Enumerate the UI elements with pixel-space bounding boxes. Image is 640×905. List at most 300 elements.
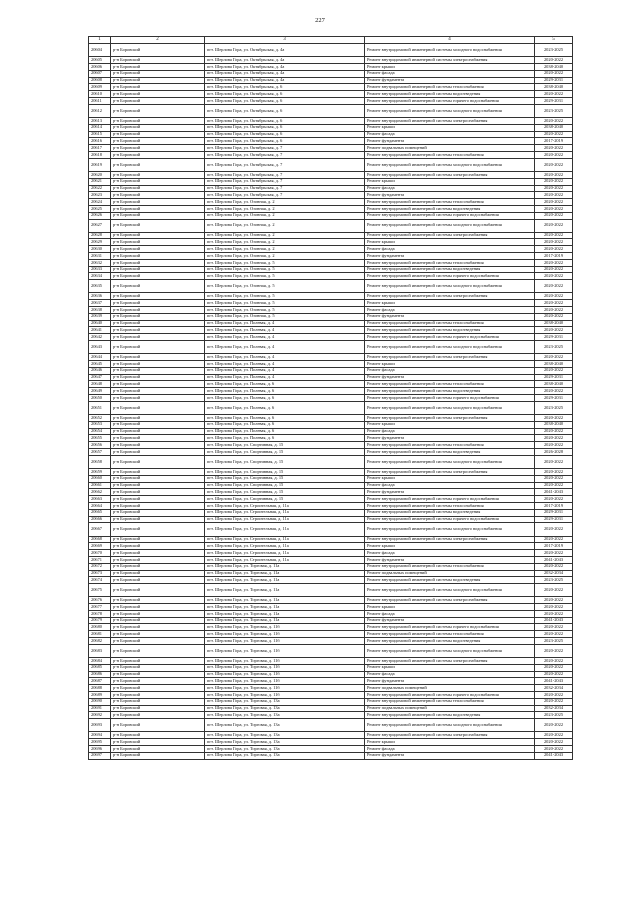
district-cell: р-н Боровский [111,70,205,77]
row-number-cell: 20642 [89,334,111,341]
work-type-cell: Ремонт фасада [365,367,535,374]
address-cell: пгт. Шерлова Гора, ул. Торговая, д. 11а [205,604,365,611]
address-cell: пгт. Шерлова Гора, ул. Октябрьская, д. 7 [205,151,365,158]
period-cell: 2020-2022 [535,739,573,746]
row-number-cell: 20623 [89,192,111,199]
address-cell: пгт. Шерлова Гора, ул. Строительная, д. 11а [205,556,365,563]
work-type-cell: Ремонт внутридомовой инженерной системы холодного водоснабжения [365,584,535,597]
period-cell: 2038-2040 [535,361,573,368]
district-cell: р-н Боровский [111,77,205,84]
address-cell: пгт. Шерлова Гора, ул. Октябрьская, д. 7 [205,145,365,152]
period-cell: 2020-2022 [535,280,573,293]
district-cell: р-н Боровский [111,246,205,253]
address-cell: пгт. Шерлова Гора, ул. Торговая, д. 11а [205,563,365,570]
period-cell: 2020-2022 [535,604,573,611]
period-cell: 2020-2022 [535,732,573,739]
period-cell: 2020-2022 [535,219,573,232]
district-cell: р-н Боровский [111,732,205,739]
district-cell: р-н Боровский [111,746,205,753]
district-cell: р-н Боровский [111,63,205,70]
address-cell: пгт. Шерлова Гора, ул. Спортивная, д. 15 [205,475,365,482]
row-number-cell: 20652 [89,414,111,421]
work-type-cell: Ремонт внутридомовой инженерной системы электроснабжения [365,354,535,361]
address-cell: пгт. Шерлова Гора, ул. Октябрьская, д. 4а [205,63,365,70]
row-number-cell: 20625 [89,205,111,212]
district-cell: р-н Боровский [111,253,205,260]
table-row [89,610,573,617]
row-number-cell: 20676 [89,597,111,604]
district-cell: р-н Боровский [111,361,205,368]
district-cell: р-н Боровский [111,259,205,266]
row-number-cell: 20658 [89,455,111,468]
table-row [89,563,573,570]
address-cell: пгт. Шерлова Гора, ул. Озонная, д. 2 [205,219,365,232]
table-row [89,523,573,536]
address-cell: пгт. Шерлова Гора, ул. Торговая, д. 13а [205,746,365,753]
work-type-cell: Ремонт фасада [365,610,535,617]
period-cell: 2032-2034 [535,685,573,692]
row-number-cell: 20638 [89,307,111,314]
row-number-cell: 20696 [89,746,111,753]
address-cell: пгт. Шерлова Гора, ул. Строительная, д. 11а [205,516,365,523]
address-cell: пгт. Шерлова Гора, ул. Спортивная, д. 15 [205,442,365,449]
table-row [89,401,573,414]
row-number-cell: 20685 [89,664,111,671]
row-number-cell: 20645 [89,361,111,368]
period-cell: 2020-2022 [535,550,573,557]
district-cell: р-н Боровский [111,334,205,341]
period-cell: 2038-2040 [535,63,573,70]
district-cell: р-н Боровский [111,543,205,550]
work-type-cell: Ремонт внутридомовой инженерной системы электроснабжения [365,117,535,124]
work-type-cell: Ремонт фундамента [365,374,535,381]
period-cell: 2038-2040 [535,421,573,428]
work-type-cell: Ремонт внутридомовой инженерной системы водоотведения [365,327,535,334]
table-row [89,739,573,746]
district-cell: р-н Боровский [111,232,205,239]
address-cell: пгт. Шерлова Гора, ул. Полевая, д. 4 [205,334,365,341]
work-type-cell: Ремонт внутридомовой инженерной системы холодного водоснабжения [365,158,535,171]
period-cell: 2026-2028 [535,448,573,455]
period-cell: 2020-2022 [535,57,573,64]
row-number-cell: 20683 [89,644,111,657]
address-cell: пгт. Шерлова Гора, ул. Октябрьская, д. 7 [205,178,365,185]
period-cell: 2020-2022 [535,171,573,178]
period-cell: 2029-2031 [535,516,573,523]
table-row [89,44,573,57]
table-row [89,266,573,273]
address-cell: пгт. Шерлова Гора, ул. Озонная, д. 5 [205,259,365,266]
row-number-cell: 20626 [89,212,111,219]
district-cell: р-н Боровский [111,131,205,138]
table-row [89,307,573,314]
work-type-cell: Ремонт внутридомовой инженерной системы холодного водоснабжения [365,455,535,468]
row-number-cell: 20610 [89,91,111,98]
period-cell: 2020-2022 [535,70,573,77]
table-row [89,91,573,98]
work-type-cell: Ремонт подвальных помещений [365,685,535,692]
work-type-cell: Ремонт фасада [365,185,535,192]
row-number-cell: 20656 [89,442,111,449]
work-type-cell: Ремонт фундамента [365,617,535,624]
period-cell: 2020-2022 [535,468,573,475]
address-cell: пгт. Шерлова Гора, ул. Полевая, д. 4 [205,374,365,381]
district-cell: р-н Боровский [111,705,205,712]
row-number-cell: 20635 [89,280,111,293]
district-cell: р-н Боровский [111,44,205,57]
work-type-cell: Ремонт внутридомовой инженерной системы горячего водоснабжения [365,692,535,699]
address-cell: пгт. Шерлова Гора, ул. Спортивная, д. 15 [205,468,365,475]
address-cell: пгт. Шерлова Гора, ул. Торговая, д. 11б [205,638,365,645]
work-type-cell: Ремонт внутридомовой инженерной системы горячего водоснабжения [365,516,535,523]
table-row [89,644,573,657]
table-row [89,617,573,624]
row-number-cell: 20670 [89,550,111,557]
row-number-cell: 20612 [89,104,111,117]
row-number-cell: 20636 [89,293,111,300]
work-type-cell: Ремонт фундамента [365,489,535,496]
table-header-row [89,37,573,44]
work-type-cell: Ремонт крыши [365,421,535,428]
row-number-cell: 20684 [89,658,111,665]
district-cell: р-н Боровский [111,185,205,192]
work-type-cell: Ремонт внутридомовой инженерной системы теплоснабжения [365,259,535,266]
district-cell: р-н Боровский [111,212,205,219]
address-cell: пгт. Шерлова Гора, ул. Октябрьская, д. 6 [205,91,365,98]
row-number-cell: 20649 [89,388,111,395]
table-row [89,732,573,739]
period-cell: 2020-2022 [535,719,573,732]
address-cell: пгт. Шерлова Гора, ул. Спортивная, д. 15 [205,489,365,496]
district-cell: р-н Боровский [111,266,205,273]
table-row [89,448,573,455]
row-number-cell: 20624 [89,199,111,206]
table-row [89,131,573,138]
row-number-cell: 20665 [89,509,111,516]
district-cell: р-н Боровский [111,658,205,665]
row-number-cell: 20631 [89,253,111,260]
period-cell: 2017-2019 [535,502,573,509]
row-number-cell: 20678 [89,610,111,617]
address-cell: пгт. Шерлова Гора, ул. Полевая, д. 4 [205,354,365,361]
district-cell: р-н Боровский [111,192,205,199]
period-cell: 2020-2022 [535,664,573,671]
address-cell: пгт. Шерлова Гора, ул. Полевая, д. 6 [205,435,365,442]
period-cell: 2038-2040 [535,320,573,327]
work-type-cell: Ремонт крыши [365,604,535,611]
work-type-cell: Ремонт фундамента [365,253,535,260]
work-type-cell: Ремонт фундамента [365,77,535,84]
row-number-cell: 20659 [89,468,111,475]
table-row [89,678,573,685]
row-number-cell: 20682 [89,638,111,645]
row-number-cell: 20668 [89,536,111,543]
address-cell: пгт. Шерлова Гора, ул. Озонная, д. 2 [205,239,365,246]
work-type-cell: Ремонт подвальных помещений [365,570,535,577]
address-cell: пгт. Шерлова Гора, ул. Полевая, д. 6 [205,421,365,428]
table-row [89,414,573,421]
work-type-cell: Ремонт внутридомовой инженерной системы электроснабжения [365,293,535,300]
address-cell: пгт. Шерлова Гора, ул. Строительная, д. 11а [205,509,365,516]
work-type-cell: Ремонт внутридомовой инженерной системы водоотведения [365,448,535,455]
address-cell: пгт. Шерлова Гора, ул. Полевая, д. 6 [205,414,365,421]
table-row [89,300,573,307]
address-cell: пгт. Шерлова Гора, ул. Октябрьская, д. 7 [205,158,365,171]
district-cell: р-н Боровский [111,509,205,516]
table-row [89,178,573,185]
column-header: 3 [205,37,365,44]
period-cell: 2020-2022 [535,442,573,449]
row-number-cell: 20639 [89,313,111,320]
table-row [89,158,573,171]
table-row [89,698,573,705]
table-row [89,354,573,361]
address-cell: пгт. Шерлова Гора, ул. Строительная, д. 11а [205,523,365,536]
period-cell: 2020-2022 [535,192,573,199]
period-cell: 2020-2022 [535,496,573,503]
work-type-cell: Ремонт крыши [365,664,535,671]
row-number-cell: 20672 [89,563,111,570]
table-row [89,435,573,442]
row-number-cell: 20630 [89,246,111,253]
table-row [89,671,573,678]
district-cell: р-н Боровский [111,570,205,577]
row-number-cell: 20629 [89,239,111,246]
column-header: 2 [111,37,205,44]
district-cell: р-н Боровский [111,489,205,496]
work-type-cell: Ремонт фундамента [365,678,535,685]
address-cell: пгт. Шерлова Гора, ул. Торговая, д. 11б [205,624,365,631]
table-row [89,192,573,199]
period-cell: 2020-2022 [535,354,573,361]
work-type-cell: Ремонт крыши [365,361,535,368]
table-row [89,705,573,712]
district-cell: р-н Боровский [111,145,205,152]
table-row [89,604,573,611]
period-cell: 2020-2022 [535,658,573,665]
period-cell: 2020-2022 [535,300,573,307]
work-type-cell: Ремонт внутридомовой инженерной системы холодного водоснабжения [365,104,535,117]
period-cell: 2020-2022 [535,246,573,253]
address-cell: пгт. Шерлова Гора, ул. Озонная, д. 5 [205,300,365,307]
address-cell: пгт. Шерлова Гора, ул. Торговая, д. 11б [205,678,365,685]
work-type-cell: Ремонт фасада [365,246,535,253]
work-type-cell: Ремонт внутридомовой инженерной системы водоотведения [365,266,535,273]
period-cell: 2020-2022 [535,367,573,374]
work-type-cell: Ремонт внутридомовой инженерной системы теплоснабжения [365,199,535,206]
address-cell: пгт. Шерлова Гора, ул. Спортивная, д. 15 [205,496,365,503]
work-type-cell: Ремонт внутридомовой инженерной системы теплоснабжения [365,320,535,327]
period-cell: 2017-2019 [535,138,573,145]
table-row [89,219,573,232]
period-cell: 2029-2031 [535,77,573,84]
district-cell: р-н Боровский [111,712,205,719]
table-row [89,516,573,523]
work-type-cell: Ремонт внутридомовой инженерной системы водоотведения [365,712,535,719]
period-cell: 2029-2031 [535,97,573,104]
row-number-cell: 20677 [89,604,111,611]
district-cell: р-н Боровский [111,401,205,414]
column-header: 5 [535,37,573,44]
period-cell: 2020-2022 [535,239,573,246]
district-cell: р-н Боровский [111,239,205,246]
table-row [89,273,573,280]
work-type-cell: Ремонт внутридомовой инженерной системы теплоснабжения [365,151,535,158]
row-number-cell: 20693 [89,719,111,732]
district-cell: р-н Боровский [111,556,205,563]
district-cell: р-н Боровский [111,300,205,307]
work-type-cell: Ремонт внутридомовой инженерной системы горячего водоснабжения [365,273,535,280]
address-cell: пгт. Шерлова Гора, ул. Озонная, д. 5 [205,273,365,280]
period-cell: 2038-2040 [535,381,573,388]
address-cell: пгт. Шерлова Гора, ул. Озонная, д. 2 [205,212,365,219]
work-type-cell: Ремонт фундамента [365,192,535,199]
period-cell: 2029-2031 [535,374,573,381]
address-cell: пгт. Шерлова Гора, ул. Октябрьская, д. 6 [205,117,365,124]
period-cell: 2029-2031 [535,334,573,341]
row-number-cell: 20609 [89,84,111,91]
row-number-cell: 20688 [89,685,111,692]
period-cell: 2020-2022 [535,414,573,421]
district-cell: р-н Боровский [111,496,205,503]
table-row [89,232,573,239]
period-cell: 2020-2022 [535,178,573,185]
address-cell: пгт. Шерлова Гора, ул. Озонная, д. 2 [205,246,365,253]
district-cell: р-н Боровский [111,671,205,678]
work-type-cell: Ремонт внутридомовой инженерной системы холодного водоснабжения [365,219,535,232]
row-number-cell: 20604 [89,44,111,57]
address-cell: пгт. Шерлова Гора, ул. Озонная, д. 5 [205,307,365,314]
address-cell: пгт. Шерлова Гора, ул. Торговая, д. 11а [205,570,365,577]
work-type-cell: Ремонт крыши [365,178,535,185]
table-row [89,199,573,206]
table-row [89,77,573,84]
row-number-cell: 20680 [89,624,111,631]
row-number-cell: 20651 [89,401,111,414]
work-type-cell: Ремонт внутридомовой инженерной системы горячего водоснабжения [365,97,535,104]
address-cell: пгт. Шерлова Гора, ул. Озонная, д. 2 [205,232,365,239]
row-number-cell: 20667 [89,523,111,536]
table-row [89,577,573,584]
district-cell: р-н Боровский [111,468,205,475]
row-number-cell: 20620 [89,171,111,178]
row-number-cell: 20644 [89,354,111,361]
work-type-cell: Ремонт внутридомовой инженерной системы горячего водоснабжения [365,212,535,219]
district-cell: р-н Боровский [111,624,205,631]
district-cell: р-н Боровский [111,644,205,657]
row-number-cell: 20614 [89,124,111,131]
work-type-cell: Ремонт фундамента [365,435,535,442]
table-row [89,246,573,253]
work-type-cell: Ремонт внутридомовой инженерной системы электроснабжения [365,732,535,739]
district-cell: р-н Боровский [111,502,205,509]
period-cell: 2020-2022 [535,455,573,468]
address-cell: пгт. Шерлова Гора, ул. Полевая, д. 6 [205,388,365,395]
work-type-cell: Ремонт внутридомовой инженерной системы водоотведения [365,388,535,395]
address-cell: пгт. Шерлова Гора, ул. Торговая, д. 13а [205,705,365,712]
district-cell: р-н Боровский [111,664,205,671]
row-number-cell: 20606 [89,63,111,70]
district-cell: р-н Боровский [111,421,205,428]
period-cell: 2023-2025 [535,341,573,354]
table-row [89,253,573,260]
table-row [89,367,573,374]
period-cell: 2020-2022 [535,536,573,543]
district-cell: р-н Боровский [111,455,205,468]
address-cell: пгт. Шерлова Гора, ул. Строительная, д. 11а [205,550,365,557]
work-type-cell: Ремонт фундамента [365,138,535,145]
table-row [89,171,573,178]
work-type-cell: Ремонт фасада [365,428,535,435]
period-cell: 2020-2022 [535,205,573,212]
district-cell: р-н Боровский [111,604,205,611]
district-cell: р-н Боровский [111,171,205,178]
period-cell: 2029-2031 [535,395,573,402]
period-cell: 2017-2019 [535,253,573,260]
address-cell: пгт. Шерлова Гора, ул. Октябрьская, д. 4а [205,44,365,57]
address-cell: пгт. Шерлова Гора, ул. Октябрьская, д. 6 [205,84,365,91]
row-number-cell: 20689 [89,692,111,699]
period-cell: 2020-2022 [535,145,573,152]
address-cell: пгт. Шерлова Гора, ул. Торговая, д. 13а [205,698,365,705]
row-number-cell: 20663 [89,496,111,503]
row-number-cell: 20608 [89,77,111,84]
address-cell: пгт. Шерлова Гора, ул. Октябрьская, д. 7 [205,171,365,178]
district-cell: р-н Боровский [111,638,205,645]
work-type-cell: Ремонт внутридомовой инженерной системы холодного водоснабжения [365,280,535,293]
table-row [89,70,573,77]
work-type-cell: Ремонт внутридомовой инженерной системы холодного водоснабжения [365,44,535,57]
table-row [89,145,573,152]
district-cell: р-н Боровский [111,280,205,293]
address-cell: пгт. Шерлова Гора, ул. Торговая, д. 11б [205,692,365,699]
row-number-cell: 20654 [89,428,111,435]
work-type-cell: Ремонт фасада [365,746,535,753]
district-cell: р-н Боровский [111,178,205,185]
table-row [89,334,573,341]
table-row [89,259,573,266]
address-cell: пгт. Шерлова Гора, ул. Октябрьская, д. 6 [205,104,365,117]
table-row [89,151,573,158]
address-cell: пгт. Шерлова Гора, ул. Полевая, д. 6 [205,381,365,388]
district-cell: р-н Боровский [111,442,205,449]
address-cell: пгт. Шерлова Гора, ул. Полевая, д. 4 [205,327,365,334]
district-cell: р-н Боровский [111,617,205,624]
district-cell: р-н Боровский [111,752,205,759]
district-cell: р-н Боровский [111,516,205,523]
address-cell: пгт. Шерлова Гора, ул. Октябрьская, д. 4а [205,57,365,64]
row-number-cell: 20647 [89,374,111,381]
period-cell: 2020-2022 [535,293,573,300]
period-cell: 2020-2022 [535,212,573,219]
address-cell: пгт. Шерлова Гора, ул. Торговая, д. 11а [205,610,365,617]
district-cell: р-н Боровский [111,523,205,536]
district-cell: р-н Боровский [111,610,205,617]
address-cell: пгт. Шерлова Гора, ул. Строительная, д. 11а [205,543,365,550]
address-cell: пгт. Шерлова Гора, ул. Полевая, д. 4 [205,341,365,354]
address-cell: пгт. Шерлова Гора, ул. Октябрьская, д. 7 [205,192,365,199]
table-row [89,381,573,388]
work-type-cell: Ремонт внутридомовой инженерной системы водоотведения [365,91,535,98]
table-row [89,502,573,509]
address-cell: пгт. Шерлова Гора, ул. Полевая, д. 6 [205,395,365,402]
work-type-cell: Ремонт крыши [365,63,535,70]
work-type-cell: Ремонт внутридомовой инженерной системы электроснабжения [365,57,535,64]
period-cell: 2023-2025 [535,712,573,719]
address-cell: пгт. Шерлова Гора, ул. Октябрьская, д. 7 [205,185,365,192]
work-type-cell: Ремонт внутридомовой инженерной системы холодного водоснабжения [365,523,535,536]
district-cell: р-н Боровский [111,374,205,381]
